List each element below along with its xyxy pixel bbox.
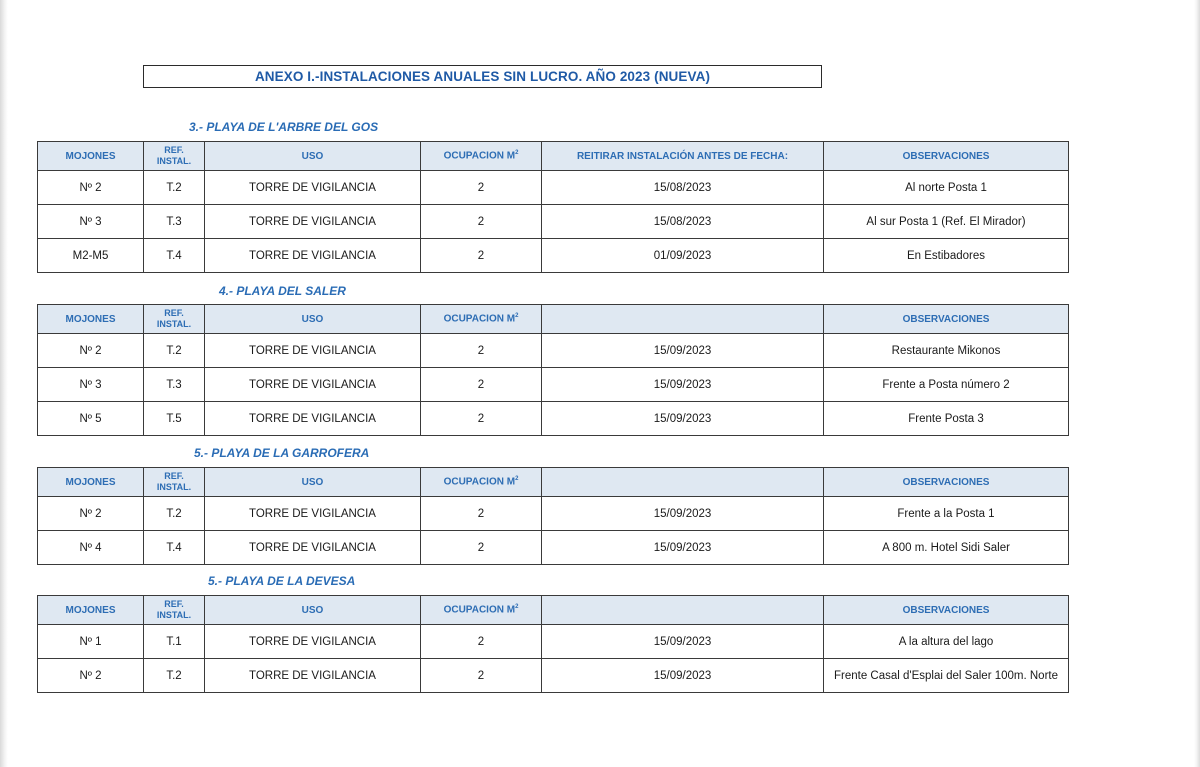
header-ocupacion xyxy=(421,468,542,497)
header-ocupacion-unit: 2 xyxy=(515,313,519,320)
table-row xyxy=(38,171,1069,205)
section-heading: 3.- PLAYA DE L'ARBRE DEL GOS xyxy=(189,120,379,134)
cell-ref-instal: T.2 xyxy=(144,334,205,368)
header-ocupacion-label: OCUPACION M xyxy=(443,150,516,162)
header-observaciones: OBSERVACIONES xyxy=(824,468,1069,497)
cell-observaciones: Frente a Posta número 2 xyxy=(824,368,1069,402)
cell-fecha: 15/08/2023 xyxy=(542,205,824,239)
cell-ref-instal: T.2 xyxy=(144,171,205,205)
cell-ocupacion: 2 xyxy=(421,625,542,659)
table-row xyxy=(38,334,1069,368)
header-mojones: MOJONES xyxy=(38,305,144,334)
cell-uso: TORRE DE VIGILANCIA xyxy=(205,334,421,368)
cell-fecha: 01/09/2023 xyxy=(542,239,824,273)
table-row xyxy=(38,402,1069,436)
section-table xyxy=(37,141,1069,273)
cell-ref-instal: T.3 xyxy=(144,205,205,239)
cell-observaciones: A 800 m. Hotel Sidi Saler xyxy=(824,531,1069,565)
cell-ref-instal: T.5 xyxy=(144,402,205,436)
header-ocupacion-unit: 2 xyxy=(515,604,519,611)
cell-ref-instal: T.2 xyxy=(144,497,205,531)
header-ref-instal xyxy=(144,596,205,625)
cell-ref-instal: T.2 xyxy=(144,659,205,693)
section-table xyxy=(37,304,1069,436)
cell-mojones: M2-M5 xyxy=(38,239,144,273)
cell-fecha: 15/09/2023 xyxy=(542,334,824,368)
cell-observaciones: En Estibadores xyxy=(824,239,1069,273)
table-header-row xyxy=(38,305,1069,334)
cell-observaciones: Frente Casal d'Esplai del Saler 100m. Norte xyxy=(824,659,1069,693)
header-ref-line2: INSTAL. xyxy=(156,610,192,620)
section-heading: 5.- PLAYA DE LA GARROFERA xyxy=(194,446,370,460)
header-uso: USO xyxy=(205,142,421,171)
table-header-row xyxy=(38,468,1069,497)
table-row xyxy=(38,659,1069,693)
table-row xyxy=(38,497,1069,531)
cell-uso: TORRE DE VIGILANCIA xyxy=(205,205,421,239)
cell-uso: TORRE DE VIGILANCIA xyxy=(205,659,421,693)
header-ref-line2: INSTAL. xyxy=(156,319,192,329)
cell-ref-instal: T.4 xyxy=(144,531,205,565)
table-header-row xyxy=(38,596,1069,625)
cell-uso: TORRE DE VIGILANCIA xyxy=(205,625,421,659)
header-ocupacion xyxy=(421,305,542,334)
cell-observaciones: Frente Posta 3 xyxy=(824,402,1069,436)
header-ref-instal xyxy=(144,305,205,334)
header-mojones: MOJONES xyxy=(38,142,144,171)
table-row xyxy=(38,239,1069,273)
header-uso: USO xyxy=(205,305,421,334)
cell-uso: TORRE DE VIGILANCIA xyxy=(205,239,421,273)
cell-observaciones: Al norte Posta 1 xyxy=(824,171,1069,205)
section-heading: 5.- PLAYA DE LA DEVESA xyxy=(208,574,356,588)
cell-mojones: Nº 5 xyxy=(38,402,144,436)
header-uso: USO xyxy=(205,468,421,497)
header-ref-line2: INSTAL. xyxy=(156,482,192,492)
cell-mojones: Nº 4 xyxy=(38,531,144,565)
page-edge-shadow-right xyxy=(1194,0,1200,767)
cell-fecha: 15/09/2023 xyxy=(542,659,824,693)
section-heading: 4.- PLAYA DEL SALER xyxy=(219,284,346,298)
header-ocupacion-label: OCUPACION M xyxy=(443,604,516,616)
cell-ocupacion: 2 xyxy=(421,659,542,693)
cell-ocupacion: 2 xyxy=(421,205,542,239)
document-title xyxy=(143,65,822,88)
cell-fecha: 15/09/2023 xyxy=(542,497,824,531)
cell-uso: TORRE DE VIGILANCIA xyxy=(205,402,421,436)
cell-fecha: 15/09/2023 xyxy=(542,625,824,659)
cell-ocupacion: 2 xyxy=(421,402,542,436)
table-row xyxy=(38,205,1069,239)
cell-uso: TORRE DE VIGILANCIA xyxy=(205,531,421,565)
header-ocupacion-label: OCUPACION M xyxy=(443,476,516,488)
cell-mojones: Nº 1 xyxy=(38,625,144,659)
cell-mojones: Nº 2 xyxy=(38,334,144,368)
header-observaciones: OBSERVACIONES xyxy=(824,142,1069,171)
cell-observaciones: A la altura del lago xyxy=(824,625,1069,659)
cell-uso: TORRE DE VIGILANCIA xyxy=(205,497,421,531)
cell-uso: TORRE DE VIGILANCIA xyxy=(205,171,421,205)
cell-mojones: Nº 3 xyxy=(38,205,144,239)
cell-ocupacion: 2 xyxy=(421,531,542,565)
cell-ref-instal: T.4 xyxy=(144,239,205,273)
header-ocupacion-unit: 2 xyxy=(515,150,519,157)
cell-fecha: 15/08/2023 xyxy=(542,171,824,205)
header-ref-instal xyxy=(144,468,205,497)
cell-mojones: Nº 2 xyxy=(38,497,144,531)
section-table xyxy=(37,595,1069,693)
table-header-row xyxy=(38,142,1069,171)
cell-fecha: 15/09/2023 xyxy=(542,402,824,436)
cell-fecha: 15/09/2023 xyxy=(542,531,824,565)
cell-observaciones: Al sur Posta 1 (Ref. El Mirador) xyxy=(824,205,1069,239)
table-row xyxy=(38,368,1069,402)
page-edge-shadow-left xyxy=(0,0,8,767)
header-uso: USO xyxy=(205,596,421,625)
header-observaciones: OBSERVACIONES xyxy=(824,305,1069,334)
document-title-text: ANEXO I.-INSTALACIONES ANUALES SIN LUCRO. AÑO 2023 (NUEVA) xyxy=(254,69,711,84)
header-ref-line1: REF. xyxy=(164,599,184,609)
cell-mojones: Nº 3 xyxy=(38,368,144,402)
cell-observaciones: Restaurante Mikonos xyxy=(824,334,1069,368)
section-table xyxy=(37,467,1069,565)
header-retirar-fecha: REITIRAR INSTALACIÓN ANTES DE FECHA: xyxy=(542,142,824,171)
cell-mojones: Nº 2 xyxy=(38,171,144,205)
cell-ref-instal: T.1 xyxy=(144,625,205,659)
table-row xyxy=(38,531,1069,565)
header-ocupacion-label: OCUPACION M xyxy=(443,313,516,325)
header-ref-line1: REF. xyxy=(164,145,184,155)
cell-observaciones: Frente a la Posta 1 xyxy=(824,497,1069,531)
header-ocupacion xyxy=(421,596,542,625)
cell-ocupacion: 2 xyxy=(421,334,542,368)
header-mojones: MOJONES xyxy=(38,596,144,625)
table-row xyxy=(38,625,1069,659)
cell-fecha: 15/09/2023 xyxy=(542,368,824,402)
header-mojones: MOJONES xyxy=(38,468,144,497)
header-ocupacion xyxy=(421,142,542,171)
header-observaciones: OBSERVACIONES xyxy=(824,596,1069,625)
header-retirar-fecha xyxy=(542,305,824,334)
header-ref-line2: INSTAL. xyxy=(156,156,192,166)
header-ocupacion-unit: 2 xyxy=(515,476,519,483)
header-retirar-fecha xyxy=(542,468,824,497)
header-retirar-fecha xyxy=(542,596,824,625)
cell-uso: TORRE DE VIGILANCIA xyxy=(205,368,421,402)
header-ref-line1: REF. xyxy=(164,308,184,318)
cell-mojones: Nº 2 xyxy=(38,659,144,693)
cell-ref-instal: T.3 xyxy=(144,368,205,402)
cell-ocupacion: 2 xyxy=(421,239,542,273)
cell-ocupacion: 2 xyxy=(421,497,542,531)
header-ref-instal xyxy=(144,142,205,171)
header-ref-line1: REF. xyxy=(164,471,184,481)
cell-ocupacion: 2 xyxy=(421,368,542,402)
cell-ocupacion: 2 xyxy=(421,171,542,205)
